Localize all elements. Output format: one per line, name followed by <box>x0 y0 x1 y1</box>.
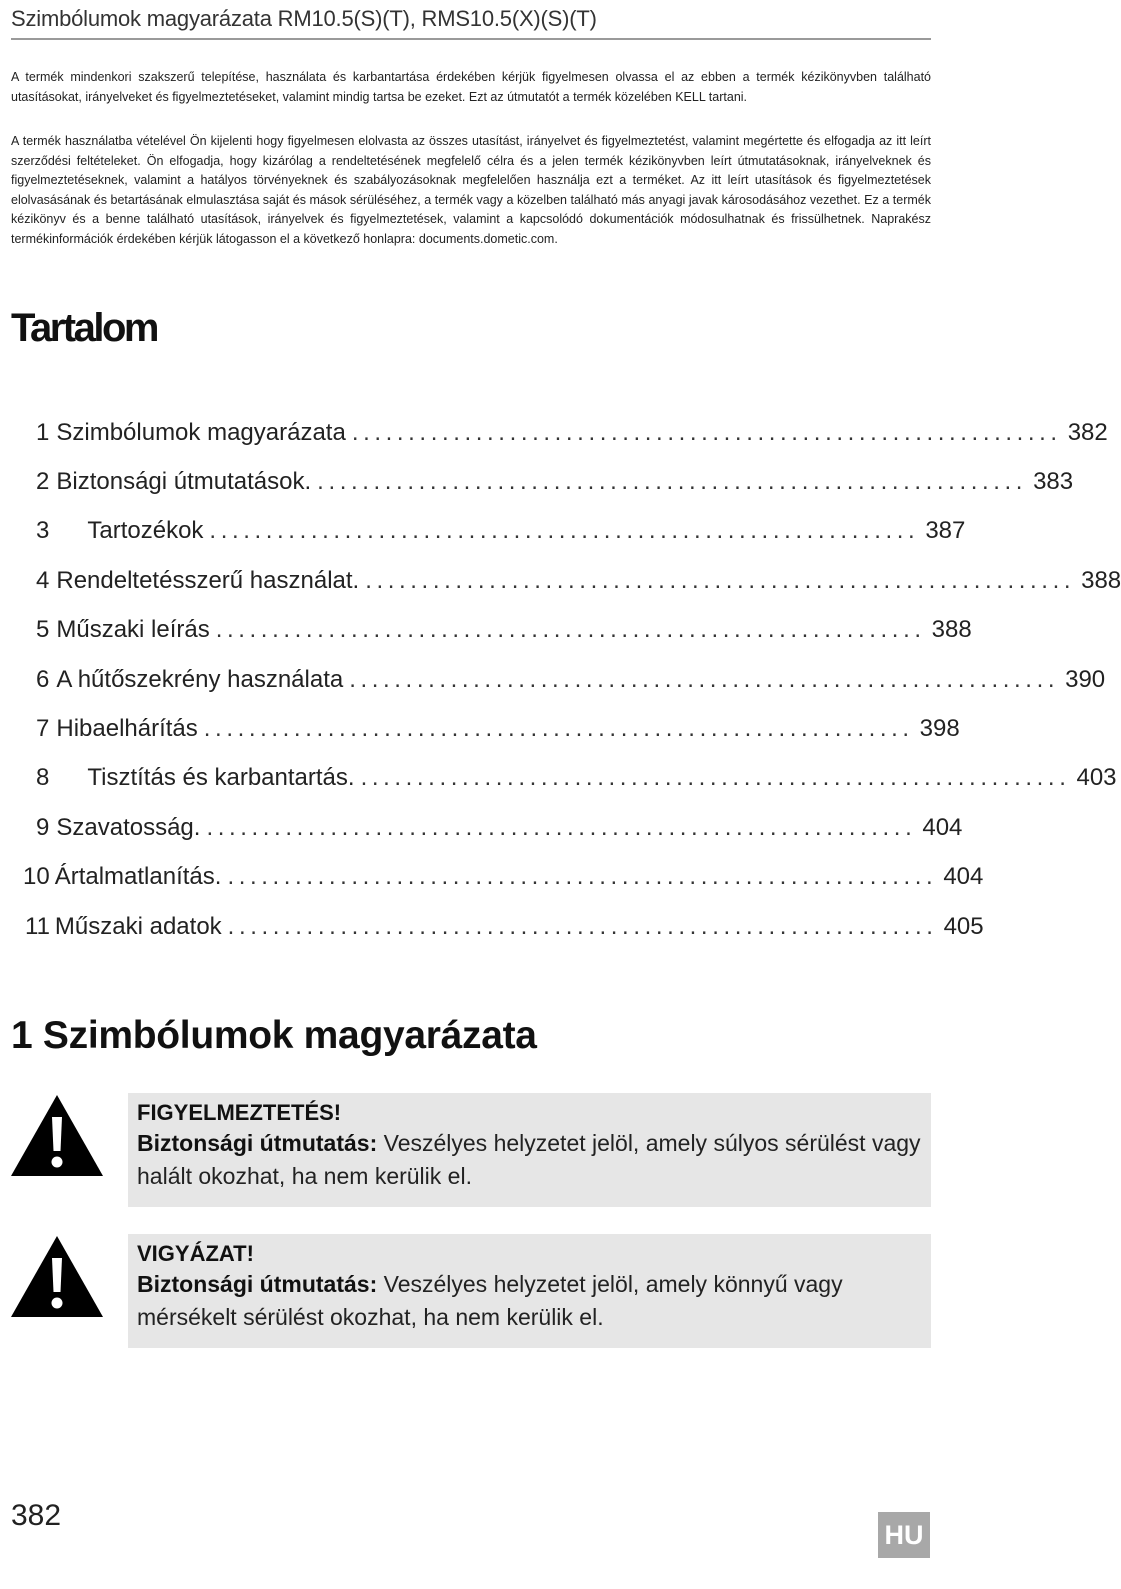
toc-entry[interactable] <box>36 764 1117 804</box>
page-number: 382 <box>11 1499 62 1532</box>
toc-entry-page: 404 <box>922 814 963 841</box>
warning-text <box>137 1127 922 1193</box>
toc-entry-page: 404 <box>943 863 984 890</box>
toc-entry-page: 383 <box>1033 468 1074 495</box>
toc-entry-page: 388 <box>1081 567 1121 594</box>
toc-entry[interactable] <box>23 863 984 903</box>
language-badge: HU <box>878 1512 930 1558</box>
toc-entry-number: 6 <box>36 666 50 693</box>
toc-entry-page: 405 <box>943 913 984 940</box>
toc-entry[interactable] <box>36 419 1108 459</box>
toc-entry-number: 3 <box>36 517 50 544</box>
toc-entry-title: Rendeltetésszerű használat. <box>56 567 360 594</box>
toc-entry-title: Ártalmatlanítás. <box>54 863 222 890</box>
toc-dot-leader: ............................................................... <box>365 567 1076 594</box>
toc-dot-leader: ............................................................... <box>317 468 1028 495</box>
toc-entry[interactable] <box>36 616 972 656</box>
toc-entry[interactable] <box>36 814 963 854</box>
warning-signal-word: FIGYELMEZTETÉS! <box>137 1100 342 1125</box>
toc-entry-page: 387 <box>925 517 966 544</box>
caution-text <box>137 1268 922 1334</box>
section-heading: 1 Szimbólumok magyarázata <box>11 1014 537 1057</box>
toc-entry[interactable] <box>25 913 984 953</box>
caution-signal-word: VIGYÁZAT! <box>137 1241 254 1266</box>
toc-entry-page: 388 <box>931 616 972 643</box>
toc-entry[interactable] <box>36 666 1106 706</box>
toc-entry[interactable] <box>36 468 1074 508</box>
toc-entry-page: 382 <box>1067 419 1108 446</box>
caution-notice <box>0 1234 953 1348</box>
toc-entry-title: Biztonsági útmutatások. <box>56 468 312 495</box>
toc-entry-number: 9 <box>36 814 50 841</box>
toc-dot-leader: ............................................................... <box>215 616 926 643</box>
toc-entry-number: 5 <box>36 616 50 643</box>
toc-entry[interactable] <box>36 567 1121 607</box>
toc-entry-number: 4 <box>36 567 50 594</box>
toc-entry-title: Szimbólumok magyarázata <box>56 419 346 446</box>
toc-entry[interactable] <box>36 517 966 557</box>
toc-entry-number: 11 <box>25 913 50 940</box>
toc-dot-leader: ............................................................... <box>351 419 1062 446</box>
caution-triangle-icon <box>10 1234 104 1318</box>
toc-heading: Tartalom <box>11 306 157 350</box>
header-divider <box>11 38 931 40</box>
caution-lead: Biztonsági útmutatás: <box>137 1271 378 1297</box>
warning-box <box>128 1093 931 1207</box>
toc-entry-title: Tisztítás és karbantartás. <box>87 764 355 791</box>
intro-paragraph-2: A termék használatba vételével Ön kijelenti hogy figyelmesen elolvasta az összes utasítást, irányelvet és figyelmeztetést, valamint megértette és elfogadja az itt leírt szerződési feltételeket. Ön elfogadja, hogy kizárólag a rendeltetésének megfelelő célra és a jelen termék kézikönyvben leírt útmutatásoknak, irányelveknek és figyelmeztetéseknek, valamint a hatályos törvényeknek és szabályozásoknak megfelelően használja ezt a terméket. Az itt leírt utasítások és figyelmeztetések elolvasásának és betartásának elmulasztása saját és mások sérüléséhez, a termék vagy a közelben található más anyagi javak károsodásához vezethet. Ez a termék kézikönyv és a benne található utasítások, irányelvek és figyelmeztetések, valamint a kapcsolódó dokumentációk módosulhatnak és frissülhetnek. Naprakész termékinformációk érdekében kérjük látogasson el a következő honlapra: documents.dometic.com. <box>11 134 931 246</box>
toc-entry-page: 390 <box>1065 666 1106 693</box>
toc-entry-title: Szavatosság. <box>56 814 201 841</box>
toc-dot-leader: ............................................................... <box>203 715 914 742</box>
toc-entry[interactable] <box>36 715 960 755</box>
toc-entry-page: 403 <box>1076 764 1117 791</box>
toc-entry-number: 1 <box>36 419 50 446</box>
toc-entry-title: A hűtőszekrény használata <box>56 666 344 693</box>
toc-entry-page: 398 <box>919 715 960 742</box>
warning-lead: Biztonsági útmutatás: <box>137 1130 378 1156</box>
running-header: Szimbólumok magyarázata RM10.5(S)(T), RMS10.5(X)(S)(T) <box>11 6 597 31</box>
toc-dot-leader: ............................................................... <box>349 666 1060 693</box>
toc-dot-leader: ............................................................... <box>227 863 938 890</box>
warning-notice <box>0 1093 953 1207</box>
toc-entry-number: 2 <box>36 468 50 495</box>
toc-entry-title: Műszaki leírás <box>56 616 210 643</box>
warning-description: Veszélyes helyzetet jelöl, amely súlyos sérülést vagy halált okozhat, ha nem kerülik el. <box>137 1130 921 1189</box>
toc-dot-leader: ............................................................... <box>209 517 920 544</box>
caution-description: Veszélyes helyzetet jelöl, amely könnyű vagy mérsékelt sérülést okozhat, ha nem kerülik el. <box>137 1271 843 1330</box>
warning-triangle-icon <box>10 1093 104 1177</box>
toc-entry-title: Műszaki adatok <box>54 913 222 940</box>
toc-dot-leader: ............................................................... <box>206 814 917 841</box>
toc-entry-number: 10 <box>23 863 50 890</box>
toc-entry-title: Hibaelhárítás <box>56 715 198 742</box>
toc-dot-leader: ............................................................... <box>227 913 938 940</box>
caution-box <box>128 1234 931 1348</box>
toc-dot-leader: ............................................................... <box>360 764 1071 791</box>
toc-entry-title: Tartozékok <box>87 517 204 544</box>
toc-entry-number: 7 <box>36 715 50 742</box>
intro-paragraph-1: A termék mindenkori szakszerű telepítése, használata és karbantartása érdekében kérjük figyelmesen olvassa el az ebben a termék kézikönyvben található utasításokat, irányelveket és figyelmeztetéseket, valamint mindig tartsa be ezeket. Ezt az útmutatót a termék közelében KELL tartani. <box>11 70 931 104</box>
toc-entry-number: 8 <box>36 764 50 791</box>
